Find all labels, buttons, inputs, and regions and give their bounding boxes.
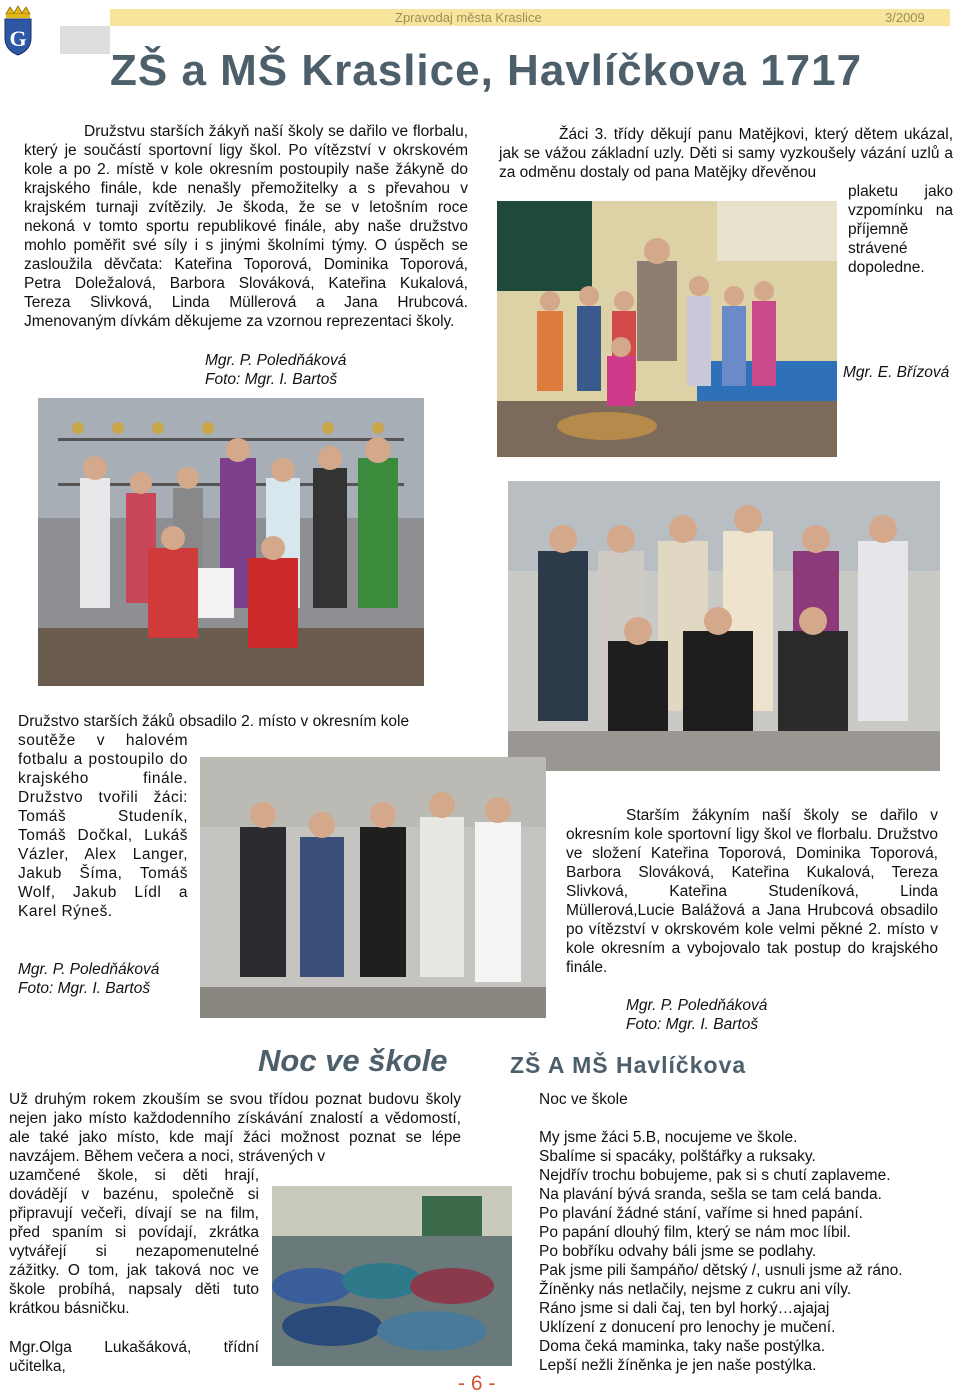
photo-night-sleeping [272, 1186, 512, 1366]
photo-girls-team [38, 398, 424, 686]
header-accent [60, 26, 110, 54]
article2-side-text: plaketu jako vzpomínku na příjemně strávené dopoledne. [848, 183, 953, 276]
poem-line: Ráno jsme si dali čaj, ten byl horký…ajajaj [539, 1300, 830, 1317]
photo-girls-team-2 [508, 481, 940, 771]
article2-text: Žáci 3. třídy děkují panu Matějkovi, který dětem ukázal, jak se vážou základní uzly. Děti si samy vyzkoušely vázání uzlů a za odměnu dostaly od pana Matějky dřevěnou [499, 126, 953, 181]
photo-boys-team [200, 757, 546, 1018]
noc-text-top: Už druhým rokem zkouším se svou třídou poznat budovu školy nejen jako místo každodenního získávání znalostí a vědomostí, ale také jako místo, kde mají žáci možnost poznat se lépe navzájem. Během večera a noci, strávených v [9, 1091, 461, 1165]
issue-number: 3/2009 [885, 10, 925, 25]
article4-author: Mgr. P. Poledňáková [626, 997, 768, 1014]
poem-line: Sbalíme si spacáky, polštářky a ruksaky. [539, 1148, 816, 1165]
noc-author: Mgr.Olga Lukašáková, třídní učitelka, [9, 1339, 259, 1375]
poem-line: Pak jsme pili šampáňo/ dětský /, usnuli jsme až ráno. [539, 1262, 903, 1279]
article3-text: soutěže v halovém fotbalu a postoupilo do krajského finále. Družstvo tvořili žáci: Tomáš Studeník, Tomáš Dočkal, Lukáš Vázler, Alex Langer, Jakub Šíma, Tomáš Wolf, Jakub Lídl a Karel Rýneš. [18, 732, 188, 920]
poem-lines [539, 1128, 949, 1375]
poem-line: Po papání dlouhý film, který se nám moc líbil. [539, 1224, 851, 1241]
article1-text: Družstvu starších žákyň naší školy se dařilo ve florbalu, který je součástí sportovní ligy škol. Po vítězství v okrskovém kole a po 2. místě v kole okresním postoupily naše žákyně do krajského finále, kde nenašly přemožitelky a s převahou v krajském turnaji zvítězily. Je škoda, že se v letošním roce nekoná v tomto sportu republikové finále, aby naše družstvo mohlo poměřit své síly i s jinými školními týmy. O úspěch se zasloužila děvčata: Kateřina Toporová, Dominika Toporová, Petra Doležalová, Barbora Slováková, Kateřina Kukalová, Tereza Slivková, Linda Müllerová a Jana Hrubcová. Jmenovaným dívkám děkujeme za vzornou reprezentaci školy. [24, 123, 468, 330]
article2-author: Mgr. E. Břízová [843, 364, 950, 381]
poem-line: Doma čeká maminka, taky naše postýlka. [539, 1338, 826, 1355]
town-crest-icon [3, 4, 33, 56]
poem-line: Uklízení z donucení pro lenochy je mučení. [539, 1319, 836, 1336]
article3-text-top: Družstvo starších žáků obsadilo 2. místo v okresním kole [18, 713, 410, 730]
newsletter-name: Zpravodaj města Kraslice [395, 10, 542, 25]
article3-photo-credit: Foto: Mgr. I. Bartoš [18, 980, 151, 997]
article1-photo-credit: Foto: Mgr. I. Bartoš [205, 371, 338, 388]
photo-knots-class [497, 201, 837, 457]
poem-line: Žíněnky nás netlačily, nejsme z cukru ani víly. [539, 1281, 852, 1298]
poem-subtitle: Noc ve škole [539, 1091, 628, 1108]
article3-author: Mgr. P. Poledňáková [18, 961, 160, 978]
noc-text: uzamčené škole, si děti hrají, dovádějí v bazénu, společně si připravují večeři, dívají se na film, před spaním si povídají, zkrátka vytvářejí si nezapomenutelné zážitky. O tom, jak taková noc ve škole probíhá, napsaly děti tuto krátkou básničku. [9, 1167, 259, 1317]
article1-author: Mgr. P. Poledňáková [205, 352, 347, 369]
poem-line: Po plavání žádné stání, vaříme si hned papání. [539, 1205, 863, 1222]
page-number: - 6 - [458, 1372, 496, 1395]
poem-line: My jsme žáci 5.B, nocujeme ve škole. [539, 1129, 798, 1146]
svg-text:G: G [9, 26, 27, 51]
article4-photo-credit: Foto: Mgr. I. Bartoš [626, 1016, 759, 1033]
poem-line: Na plavání bývá sranda, sešla se tam celá banda. [539, 1186, 882, 1203]
poem-line: Po bobříku odvahy báli jsme se podlahy. [539, 1243, 817, 1260]
article4-text: Starším žákyním naší školy se dařilo v okresním kole sportovní ligy škol ve florbalu. Družstvo ve složení Kateřina Toporová, Dominika Toporová, Barbora Slováková, Kateřina Kukalová, Tereza Slivková, Kateřina Studeníková, Linda Müllerová,Lucie Balážová a Jana Hrubcová obsadilo po vítězství v okrskovém kole velmi pěkné 2. místo v kole okresním a vybojovalo tak postup do krajského finále. [566, 807, 938, 976]
section-title-noc: Noc ve škole [258, 1043, 448, 1078]
section-title-poem: ZŠ A MŠ Havlíčkova [510, 1052, 747, 1078]
poem-line: Lepší nežli žíněnka je jen naše postýlka. [539, 1357, 817, 1374]
page-title: ZŠ a MŠ Kraslice, Havlíčkova 1717 [110, 46, 863, 95]
poem-line: Nejdřív trochu bobujeme, pak si s chutí zaplaveme. [539, 1167, 891, 1184]
